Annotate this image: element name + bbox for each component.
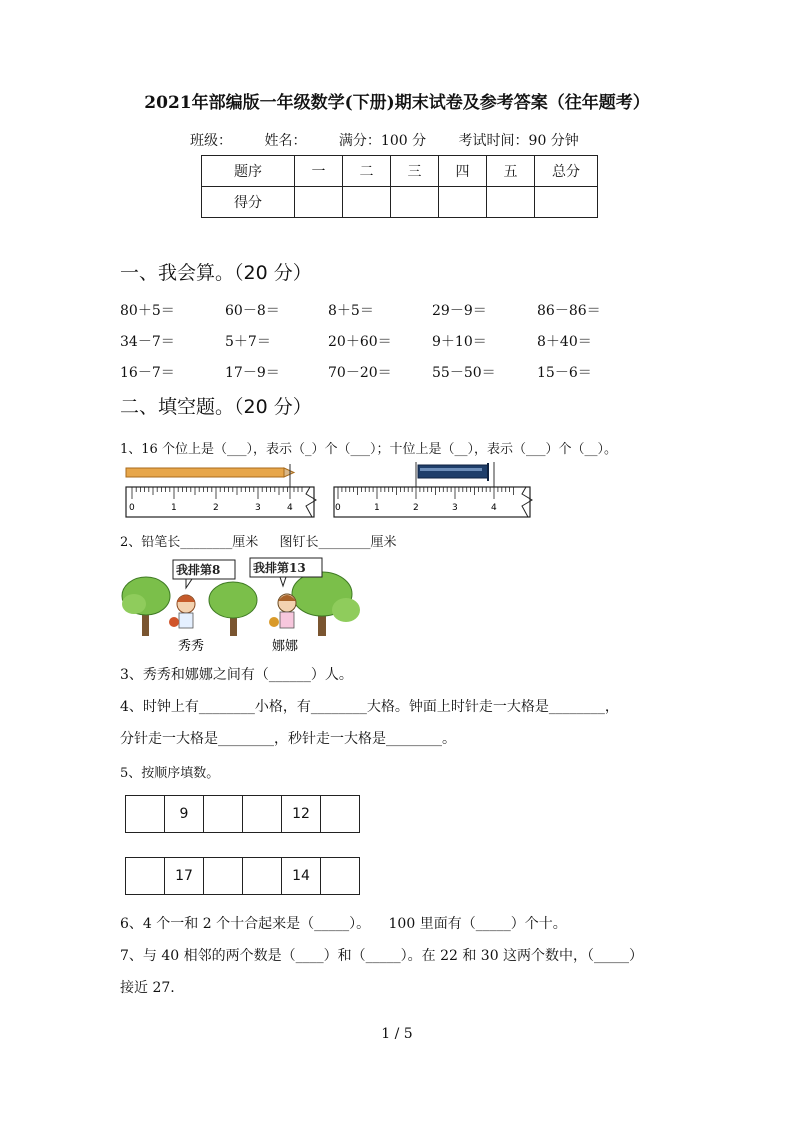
- child-name-label: 娜娜: [272, 639, 299, 654]
- calc-item: 29－9＝: [432, 303, 487, 319]
- calc-item: 8＋5＝: [328, 303, 374, 319]
- tree-icon: [122, 577, 170, 636]
- ruler-tick-label: 1: [171, 503, 177, 513]
- sequence-cell[interactable]: [204, 796, 243, 833]
- score-header-cell: 四: [439, 156, 487, 187]
- ruler-tick-label: 0: [335, 503, 341, 513]
- question-2: 2、铅笔长________厘米 图钉长________厘米: [120, 535, 397, 550]
- sequence-table-1: [125, 795, 360, 833]
- score-cell: [295, 187, 343, 218]
- ruler-tick-label: 2: [213, 503, 219, 513]
- calc-item: 17－9＝: [225, 365, 280, 381]
- question-3: 3、秀秀和娜娜之间有（______）人。: [120, 667, 353, 683]
- sequence-cell[interactable]: [321, 858, 360, 895]
- question-4-line1: 4、时钟上有________小格，有________大格。钟面上时针走一大格是________，: [120, 699, 619, 715]
- exam-meta: [190, 130, 579, 150]
- score-cell: [535, 187, 598, 218]
- question-7-line2: 接近 27.: [120, 980, 175, 996]
- sequence-cell[interactable]: [321, 796, 360, 833]
- pin-ruler: [334, 462, 532, 517]
- class-label: 班级：: [190, 133, 232, 149]
- ruler-tick-label: 3: [255, 503, 261, 513]
- calc-item: 55－50＝: [432, 365, 496, 381]
- ruler-tick-label: 4: [287, 503, 293, 513]
- calc-item: 86－86＝: [537, 303, 601, 319]
- ruler-tick-label: 2: [413, 503, 419, 513]
- ruler-figure: [122, 458, 552, 520]
- ruler-tick-label: 3: [452, 503, 458, 513]
- score-table-header-row: [202, 156, 598, 187]
- calc-item: 9＋10＝: [432, 334, 487, 350]
- name-label: 姓名：: [264, 133, 307, 149]
- ruler-tick-label: 0: [129, 503, 135, 513]
- score-header-cell: 一: [295, 156, 343, 187]
- score-table: [201, 155, 598, 218]
- sequence-cell[interactable]: [204, 858, 243, 895]
- question-4-line2: 分针走一大格是________，秒针走一大格是________。: [120, 731, 456, 747]
- sequence-cell: 9: [165, 796, 204, 833]
- pencil-ruler: [126, 464, 316, 517]
- bubble-text: 我排第13: [253, 561, 306, 575]
- sequence-cell[interactable]: [126, 858, 165, 895]
- queue-illustration: [120, 556, 370, 656]
- child-name-label: 秀秀: [178, 639, 205, 654]
- sequence-table-2: [125, 857, 360, 895]
- ruler-tick-label: 4: [491, 503, 497, 513]
- sequence-cell: 17: [165, 858, 204, 895]
- score-cell: [343, 187, 391, 218]
- sequence-cell[interactable]: [243, 796, 282, 833]
- score-cell: [487, 187, 535, 218]
- calc-item: 34－7＝: [120, 334, 175, 350]
- page-number: 1 / 5: [381, 1026, 413, 1042]
- calc-item: 60－8＝: [225, 303, 280, 319]
- sequence-cell: 14: [282, 858, 321, 895]
- score-header-cell: 总分: [535, 156, 598, 187]
- score-cell: [391, 187, 439, 218]
- full-score: 满分：100 分: [338, 133, 427, 149]
- section2-heading: 二、填空题。（20 分）: [120, 396, 312, 418]
- calc-item: 80＋5＝: [120, 303, 175, 319]
- calc-item: 8＋40＝: [537, 334, 592, 350]
- sequence-cell: 12: [282, 796, 321, 833]
- pushpin-icon: [418, 465, 488, 478]
- calc-item: 70－20＝: [328, 365, 392, 381]
- page-title: 2021年部编版一年级数学(下册)期末试卷及参考答案（往年题考）: [144, 93, 650, 113]
- tree-icon: [209, 582, 257, 636]
- exam-time: 考试时间：90 分钟: [458, 133, 579, 149]
- calc-item: 16－7＝: [120, 365, 175, 381]
- tree-icon: [292, 572, 360, 636]
- question-6: 6、4 个一和 2 个十合起来是（_____）。 100 里面有（_____）个十。: [120, 916, 567, 932]
- score-header-cell: 二: [343, 156, 391, 187]
- score-row-label: 得分: [202, 187, 295, 218]
- child-nana-icon: [269, 594, 296, 628]
- bubble-text: 我排第8: [176, 563, 221, 577]
- sequence-cell[interactable]: [243, 858, 282, 895]
- pencil-icon: [126, 468, 284, 477]
- score-cell: [439, 187, 487, 218]
- calc-item: 15－6＝: [537, 365, 592, 381]
- question-1: 1、16 个位上是（___），表示（_）个（___）；十位上是（__），表示（___）个（__）。: [120, 442, 617, 457]
- score-header-cell: 题序: [202, 156, 295, 187]
- child-xiuxiu-icon: [169, 595, 195, 628]
- sequence-cell[interactable]: [126, 796, 165, 833]
- score-table-score-row: [202, 187, 598, 218]
- score-header-cell: 三: [391, 156, 439, 187]
- calc-item: 20＋60＝: [328, 334, 392, 350]
- section1-heading: 一、我会算。（20 分）: [120, 262, 312, 284]
- score-header-cell: 五: [487, 156, 535, 187]
- question-7-line1: 7、与 40 相邻的两个数是（____）和（_____）。在 22 和 30 这两个数中，（_____）: [120, 948, 644, 964]
- question-5: 5、按顺序填数。: [120, 766, 220, 781]
- calc-item: 5＋7＝: [225, 334, 271, 350]
- ruler-tick-label: 1: [374, 503, 380, 513]
